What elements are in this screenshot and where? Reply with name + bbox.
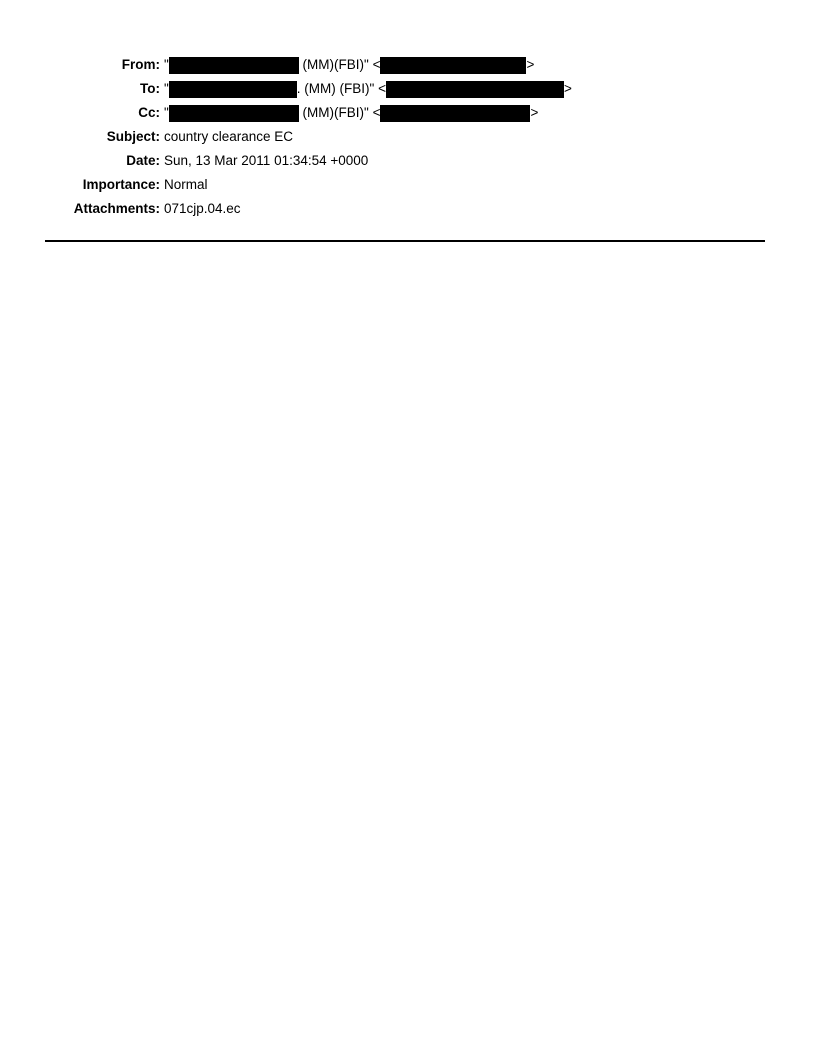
date-label: Date: xyxy=(126,153,160,168)
from-suffix: (MM)(FBI)" < xyxy=(298,57,381,72)
to-name-redaction xyxy=(169,81,297,98)
attachments-row xyxy=(0,197,816,221)
from-label: From: xyxy=(121,57,160,72)
from-name-redaction xyxy=(169,57,299,74)
to-close: > xyxy=(563,81,572,96)
cc-close: > xyxy=(530,105,539,120)
importance-value: Normal xyxy=(164,177,208,192)
cc-suffix: (MM)(FBI)" < xyxy=(298,105,381,120)
subject-row xyxy=(0,125,816,149)
importance-row xyxy=(0,173,816,197)
cc-label: Cc: xyxy=(138,105,160,120)
to-row xyxy=(0,77,816,101)
date-row xyxy=(0,149,816,173)
cc-email-redaction xyxy=(380,105,530,122)
subject-value: country clearance EC xyxy=(164,129,294,144)
from-row xyxy=(0,53,816,77)
email-header xyxy=(0,53,816,221)
date-value: Sun, 13 Mar 2011 01:34:54 +0000 xyxy=(164,153,369,168)
to-email-redaction xyxy=(386,81,564,98)
attachment-filename[interactable]: 071cjp.04.ec xyxy=(164,201,241,216)
cc-value xyxy=(160,101,538,125)
cc-name-redaction xyxy=(169,105,299,122)
to-quote: " xyxy=(164,81,169,96)
cc-row xyxy=(0,101,816,125)
from-value xyxy=(160,53,534,77)
from-email-redaction xyxy=(380,57,526,74)
importance-label: Importance: xyxy=(82,177,160,192)
to-label: To: xyxy=(140,81,160,96)
to-suffix: . (MM) (FBI)" < xyxy=(296,81,386,96)
cc-quote: " xyxy=(164,105,169,120)
subject-label: Subject: xyxy=(106,129,160,144)
from-close: > xyxy=(526,57,535,72)
from-quote: " xyxy=(164,57,169,72)
header-divider xyxy=(45,240,765,242)
to-value xyxy=(160,77,572,101)
attachments-label: Attachments: xyxy=(73,201,160,216)
